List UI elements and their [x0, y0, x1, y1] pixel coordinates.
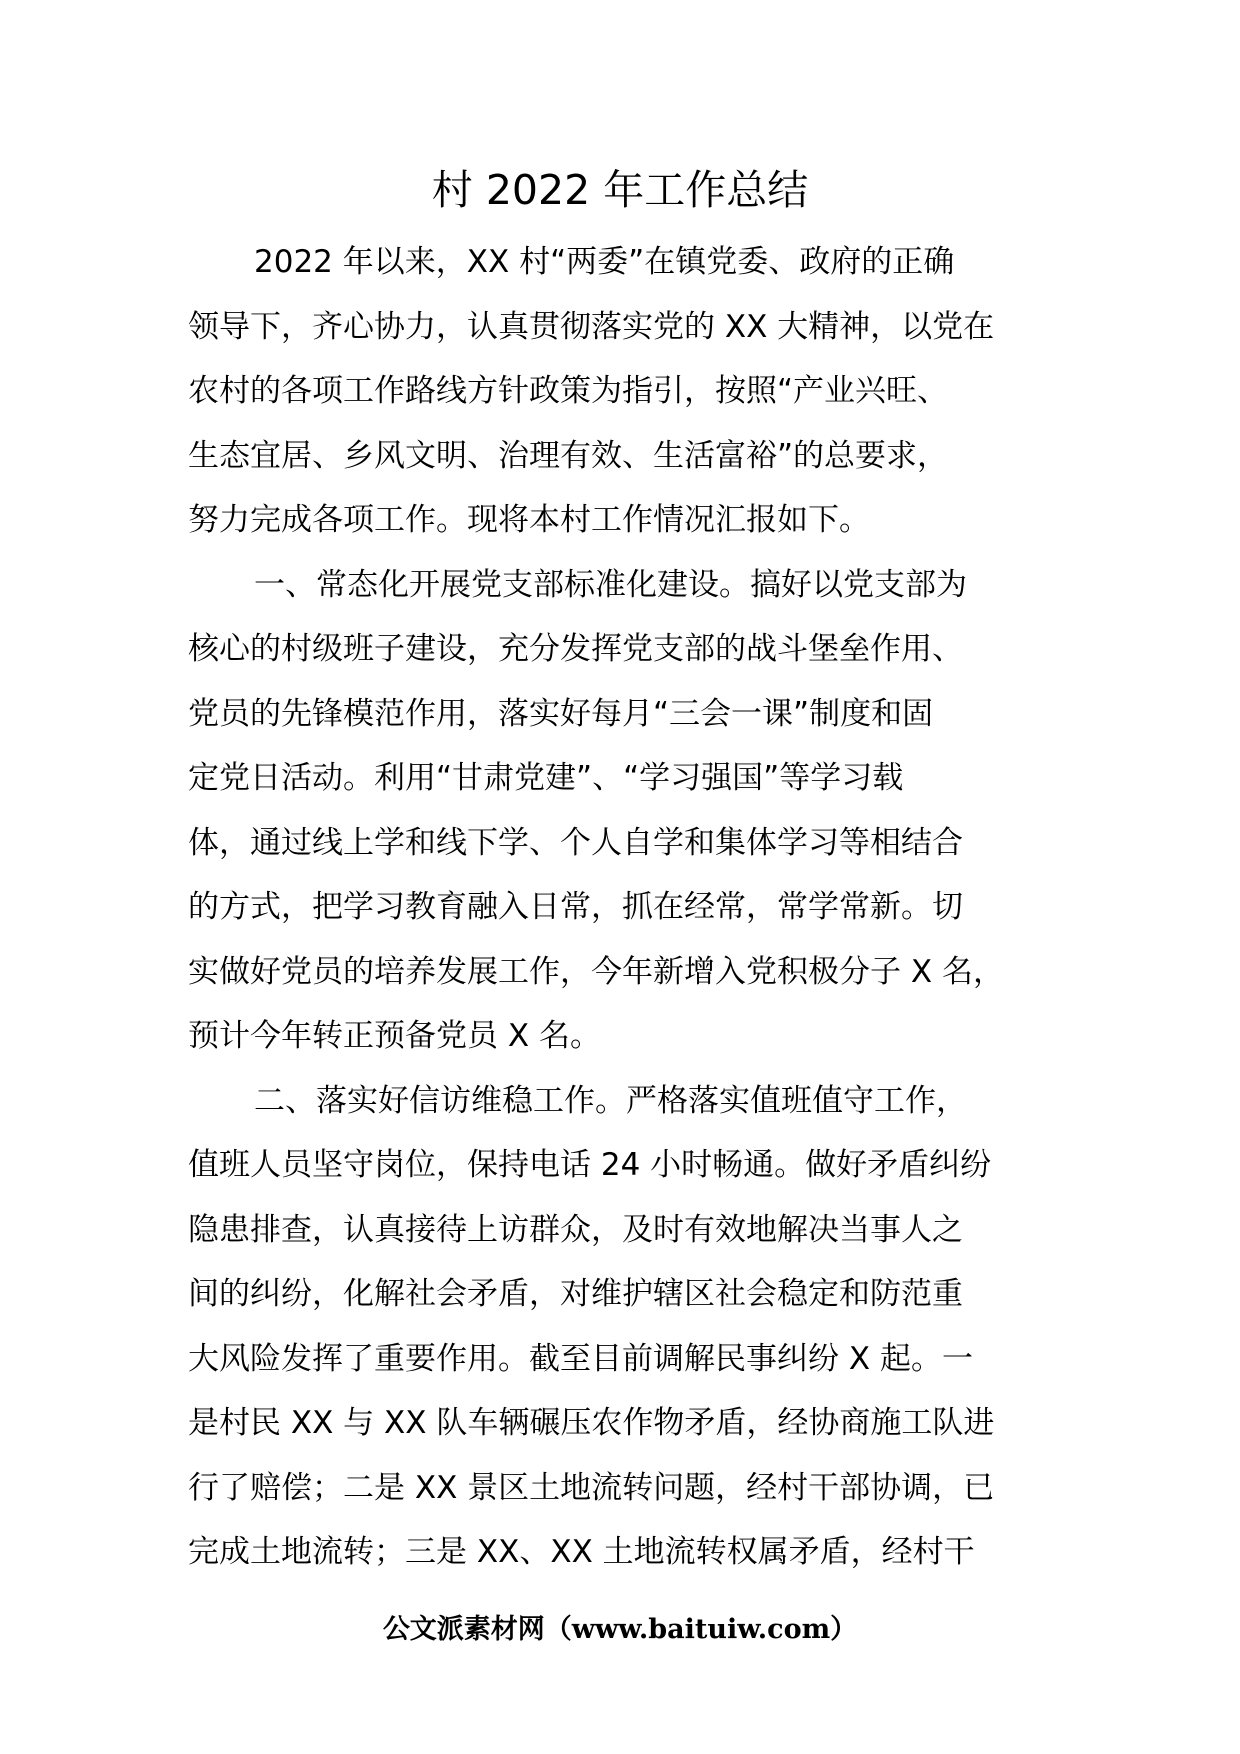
text-line: 努力完成各项工作。现将本村工作情况汇报如下。 [188, 502, 870, 538]
text-line: 二、落实好信访维稳工作。严格落实值班值守工作， [254, 1082, 967, 1119]
text-line: 实做好党员的培养发展工作，今年新增入党积极分子 X 名， [188, 953, 1004, 990]
text-line: 的方式，把学习教育融入日常，抓在经常，常学常新。切 [188, 889, 963, 925]
text-line: 党员的先锋模范作用，落实好每月“三会一课”制度和固 [188, 695, 934, 732]
text-line: 领导下，齐心协力，认真贯彻落实党的 XX 大精神，以党在 [188, 308, 995, 345]
text-line: 2022 年以来，XX 村“两委”在镇党委、政府的正确 [254, 244, 955, 280]
text-line: 体，通过线上学和线下学、个人自学和集体学习等相结合 [188, 824, 963, 861]
text-line: 一、常态化开展党支部标准化建设。搞好以党支部为 [254, 566, 967, 603]
document-body [188, 230, 1078, 1585]
text-line: 生态宜居、乡风文明、治理有效、生活富裕”的总要求， [188, 437, 949, 474]
text-line: 间的纠纷，化解社会矛盾，对维护辖区社会稳定和防范重 [188, 1276, 963, 1312]
text-line: 值班人员坚守岗位，保持电话 24 小时畅通。做好矛盾纠纷 [188, 1147, 992, 1183]
text-line: 农村的各项工作路线方针政策为指引，按照“产业兴旺、 [188, 373, 949, 409]
text-line: 隐患排查，认真接待上访群众，及时有效地解决当事人之 [188, 1211, 963, 1248]
paragraph-intro [188, 230, 1078, 553]
text-line: 预计今年转正预备党员 X 名。 [188, 1018, 601, 1054]
text-line: 大风险发挥了重要作用。截至目前调解民事纠纷 X 起。一 [188, 1340, 973, 1377]
paragraph-section-1 [188, 553, 1078, 1069]
paragraph-section-2 [188, 1069, 1078, 1585]
text-line: 行了赔偿；二是 XX 景区土地流转问题，经村干部协调，已 [188, 1469, 995, 1506]
text-line: 核心的村级班子建设，充分发挥党支部的战斗堡垒作用、 [188, 631, 963, 667]
text-line: 定党日活动。利用“甘肃党建”、“学习强国”等学习载 [188, 760, 904, 796]
document-title: 村 2022 年工作总结 [431, 166, 809, 214]
footer-watermark: 公文派素材网（www.baituiw.com） [382, 1614, 858, 1645]
text-line: 是村民 XX 与 XX 队车辆碾压农作物矛盾，经协商施工队进 [188, 1405, 995, 1441]
text-line: 完成土地流转；三是 XX、XX 土地流转权属矛盾，经村干 [188, 1534, 975, 1570]
